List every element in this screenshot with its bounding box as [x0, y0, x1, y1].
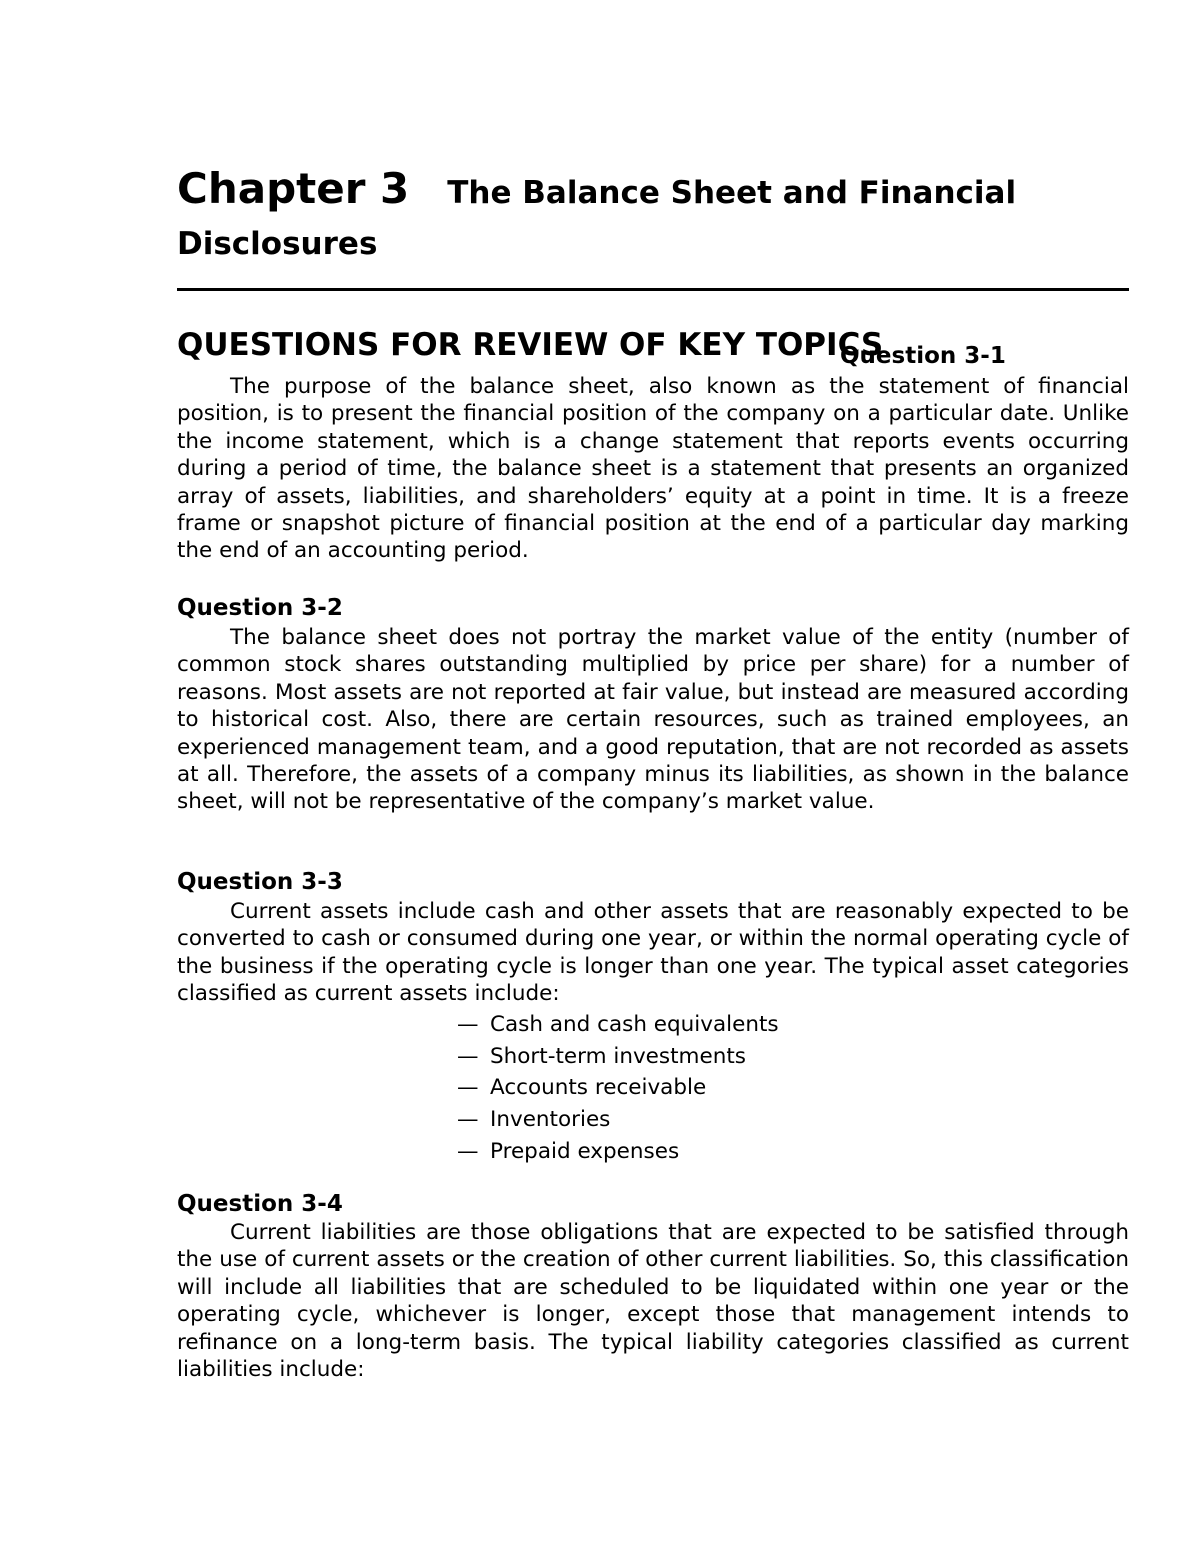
question-3-1-text: The purpose of the balance sheet, also known as the statement of financial position, is to present the financial position of the company on a particular date. Unlike the income statement, which is a change statement that reports events occurring during a period of time, the balance sheet is a statement that presents an organized array of assets, liabilities, and shareholders’ equity at a point in time. It is a freeze frame or snapshot picture of financial position at the end of a particular day marking the end of an accounting period.	[177, 374, 1129, 564]
chapter-title-line1: The Balance Sheet and Financial	[447, 175, 1017, 211]
question-3-4-heading: Question 3-4	[177, 1191, 343, 1217]
heading-divider	[177, 288, 1129, 291]
list-item: — Inventories	[457, 1107, 611, 1133]
question-3-3-heading: Question 3-3	[177, 869, 343, 895]
question-3-4-text: Current liabilities are those obligations that are expected to be satisfied through the use of current assets or the creation of other current liabilities. So, this classification will include all liabilities that are scheduled to be liquidated within one year or the operating cycle, whichever is longer, except those that management intends to refinance on a long-term basis. The typical liability categories classified as current liabilities include:	[177, 1220, 1129, 1383]
list-item: — Short-term investments	[457, 1043, 746, 1069]
section-heading: QUESTIONS FOR REVIEW OF KEY TOPICS	[177, 327, 884, 363]
list-item: — Prepaid expenses	[457, 1138, 680, 1164]
list-item: — Accounts receivable	[457, 1075, 707, 1101]
chapter-title-line2: Disclosures	[177, 226, 378, 262]
question-3-3-text: Current assets include cash and other assets that are reasonably expected to be converted to cash or consumed during one year, or within the normal operating cycle of the business if the operating cycle is longer than one year. The typical asset categories classified as current assets include:	[177, 899, 1129, 1007]
list-item: — Cash and cash equivalents	[457, 1012, 779, 1037]
question-3-2-heading: Question 3-2	[177, 595, 343, 621]
chapter-label: Chapter 3	[177, 164, 410, 213]
chapter-heading	[177, 166, 1137, 272]
current-assets-list	[457, 1009, 779, 1168]
question-3-2-text: The balance sheet does not portray the market value of the entity (number of common stock shares outstanding multiplied by price per share) for a number of reasons. Most assets are not reported at fair value, but instead are measured according to historical cost. Also, there are certain resources, such as trained employees, an experienced management team, and a good reputation, that are not recorded as assets at all. Therefore, the assets of a company minus its liabilities, as shown in the balance sheet, will not be representative of the company’s market value.	[177, 625, 1129, 815]
question-3-1-heading: Question 3-1	[840, 343, 1006, 369]
